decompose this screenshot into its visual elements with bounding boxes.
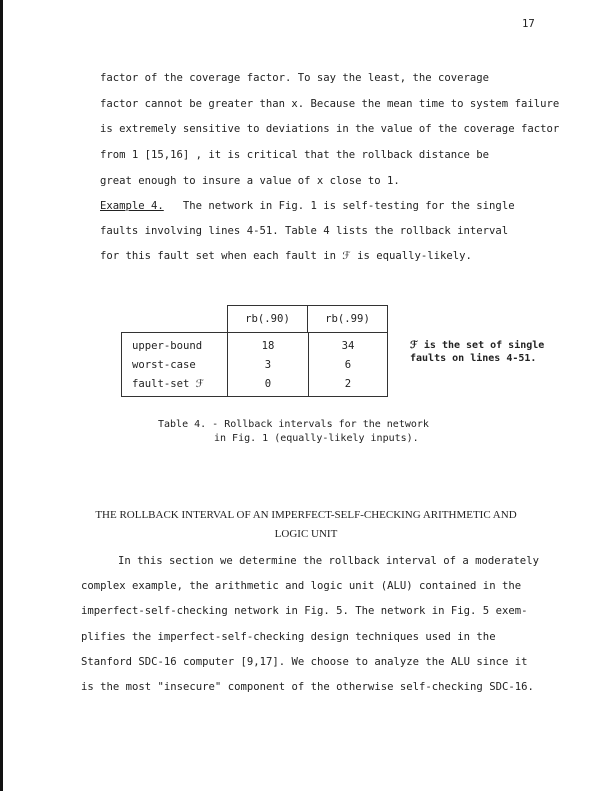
- table-header: [227, 305, 388, 333]
- table-cell: 0: [264, 377, 272, 390]
- paragraph-line: plifies the imperfect-self-checking design techniques used in the: [81, 631, 496, 643]
- paragraph-line: is the most "insecure" component of the otherwise self-checking SDC-16.: [81, 681, 534, 693]
- section-heading: LOGIC UNIT: [274, 528, 338, 540]
- table-note: ℱ is the set of single: [410, 340, 545, 351]
- paragraph-line: great enough to insure a value of x close to 1.: [100, 175, 400, 187]
- page-number: 17: [522, 18, 535, 30]
- table-caption: in Fig. 1 (equally-likely inputs).: [214, 433, 419, 444]
- row-label: worst-case: [132, 358, 196, 371]
- paragraph-line: imperfect-self-checking network in Fig. 5. The network in Fig. 5 exem-: [81, 605, 528, 617]
- paragraph-line: factor of the coverage factor. To say the least, the coverage: [100, 72, 490, 84]
- example-line: for this fault set when each fault in ℱ is equally-likely.: [100, 250, 472, 262]
- paragraph-line: is extremely sensitive to deviations in the value of the coverage factor: [100, 123, 560, 135]
- table-cell: 3: [264, 358, 272, 371]
- table-cell: 6: [344, 358, 352, 371]
- paragraph-line: complex example, the arithmetic and logic unit (ALU) contained in the: [81, 580, 522, 592]
- row-label: fault-set ℱ: [132, 377, 205, 390]
- example-label: Example 4.: [100, 200, 164, 212]
- table-caption: Table 4. - Rollback intervals for the network: [158, 419, 429, 430]
- table-body: [121, 332, 388, 397]
- paragraph-line: factor cannot be greater than x. Because the mean time to system failure: [100, 98, 560, 110]
- row-label: upper-bound: [132, 339, 203, 352]
- column-header: rb(.99): [325, 313, 370, 325]
- paragraph-line: from 1 [15,16] , it is critical that the rollback distance be: [100, 149, 490, 161]
- table-note: faults on lines 4-51.: [410, 353, 537, 364]
- table-cell: 34: [341, 339, 355, 352]
- table-cell: 2: [344, 377, 352, 390]
- example-line: [100, 200, 515, 212]
- paragraph-line: Stanford SDC-16 computer [9,17]. We choose to analyze the ALU since it: [81, 656, 528, 668]
- paragraph-line: In this section we determine the rollback interval of a moderately: [118, 555, 539, 567]
- example-text: The network in Fig. 1 is self-testing for the single: [163, 200, 515, 212]
- section-heading: THE ROLLBACK INTERVAL OF AN IMPERFECT-SELF-CHECKING ARITHMETIC AND: [95, 509, 517, 521]
- scan-edge: [0, 0, 3, 791]
- example-line: faults involving lines 4-51. Table 4 lists the rollback interval: [100, 225, 509, 237]
- column-header: rb(.90): [228, 306, 308, 333]
- table-cell: 18: [261, 339, 275, 352]
